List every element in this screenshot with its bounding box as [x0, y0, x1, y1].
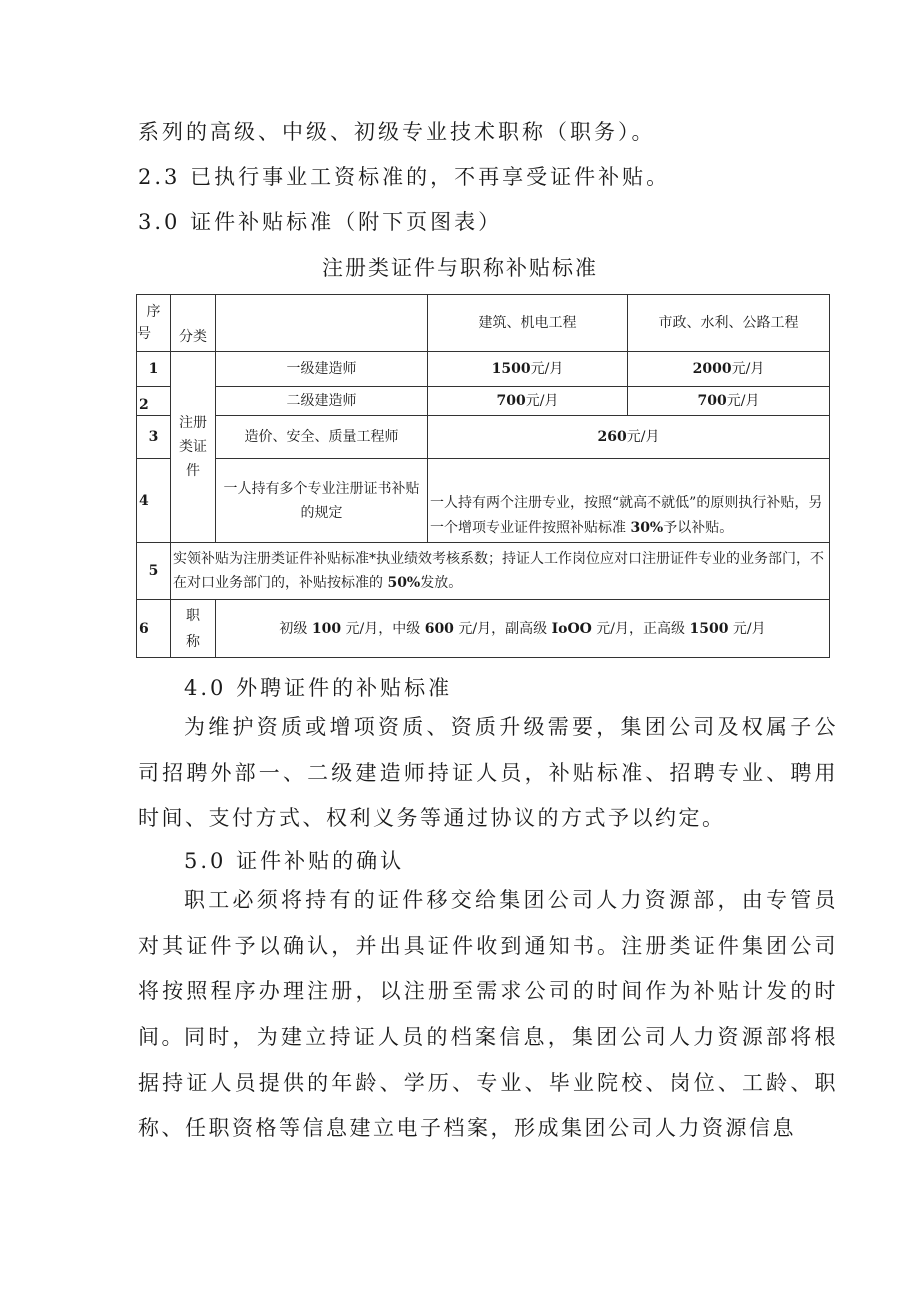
rule-percent: 30% — [630, 520, 664, 536]
row-value-col1 — [428, 352, 628, 387]
table-row — [137, 416, 830, 459]
note-text: 实领补贴为注册类证件补贴标准*执业绩效考核系数；持证人工作岗位应对口注册证件专业的业务部门，不在对口业务部门的，补贴按标准的 — [173, 551, 824, 591]
header-seq — [137, 295, 171, 352]
row-value-col1 — [428, 387, 628, 416]
row-item: 二级建造师 — [216, 387, 428, 416]
category-text: 职称 — [186, 607, 200, 650]
header-category: 分类 — [171, 295, 216, 352]
table-row — [137, 543, 830, 600]
title-text: 元/月，正高级 — [591, 620, 690, 637]
header-blank — [216, 295, 428, 352]
note-text-end: 发放。 — [420, 575, 463, 591]
row-number: 5 — [137, 543, 171, 600]
title-text: 初级 — [279, 620, 312, 637]
subsidy-table — [136, 294, 830, 658]
value-number: 260 — [597, 429, 627, 445]
intro-line-1: 系列的高级、中级、初级专业技术职称（职务）。 — [138, 120, 656, 144]
table-row — [137, 459, 830, 543]
rule-text: 一人持有两个注册专业，按照“就高不就低”的原则执行补贴，另一个增项专业证件按照补贴标准 — [430, 495, 823, 536]
row-value-col2 — [628, 387, 830, 416]
header-col2: 市政、水利、公路工程 — [628, 295, 830, 352]
value-unit: 元/月 — [626, 429, 660, 445]
title-number: 600 — [424, 620, 454, 637]
rule-spacer — [430, 469, 827, 491]
row-number: 2 — [137, 387, 171, 416]
value-unit: 元/月 — [530, 361, 564, 377]
intro-line-2: 2.3 已执行事业工资标准的，不再享受证件补贴。 — [138, 165, 671, 189]
intro-line-3: 3.0 证件补贴标准（附下页图表） — [138, 210, 503, 234]
title-text: 元/月 — [728, 620, 766, 637]
note-percent: 50% — [387, 575, 421, 591]
row-number: 6 — [137, 600, 171, 658]
title-number: 1500 — [689, 620, 729, 637]
row-number: 3 — [137, 416, 171, 459]
title-number: 100 — [311, 620, 342, 637]
row-item: 一人持有多个专业注册证书补贴的规定 — [216, 459, 428, 543]
title-text: 元/月，副高级 — [453, 620, 552, 637]
group-label-text: 注册类证件 — [179, 415, 207, 479]
header-seq-b: 号 — [137, 326, 151, 342]
header-seq-a: 序 — [146, 304, 161, 320]
section5-para1: 职工必须将持有的证件移交给集团公司人力资源部，由专管员对其证件予以确认，并出具证件收到通知书。注册类证件集团公司将按照程序办理注册，以注册至需求公司的时间作为补贴计发的时间。 — [138, 888, 838, 1049]
row-note — [171, 543, 830, 600]
title-text: 元/月，中级 — [341, 620, 425, 637]
value-unit: 元/月 — [726, 393, 760, 409]
value-number: 2000 — [692, 361, 732, 377]
section4-heading: 4.0 外聘证件的补贴标准 — [184, 676, 453, 700]
row-value-merged — [428, 416, 830, 459]
row-title-subsidy — [216, 600, 830, 658]
table-caption: 注册类证件与职称补贴标准 — [322, 256, 598, 280]
table-row — [137, 387, 830, 416]
row-number: 1 — [137, 352, 171, 387]
rule-text-end: 予以补贴。 — [663, 520, 734, 536]
value-number: 700 — [697, 393, 727, 409]
row-number: 4 — [137, 459, 171, 543]
row-item: 造价、安全、质量工程师 — [216, 416, 428, 459]
value-number: 700 — [496, 393, 526, 409]
row-rule — [428, 459, 830, 543]
row-item: 一级建造师 — [216, 352, 428, 387]
table-header-row — [137, 295, 830, 352]
section4-body: 为维护资质或增项资质、资质升级需要，集团公司及权属子公司招聘外部一、二级建造师持证人员，补贴标准、招聘专业、聘用时间、支付方式、权利义务等通过协议的方式予以约定。 — [138, 715, 838, 830]
table-row — [137, 600, 830, 658]
group-label — [171, 352, 216, 543]
row-category — [171, 600, 216, 658]
header-col1: 建筑、机电工程 — [428, 295, 628, 352]
value-number: 1500 — [491, 361, 531, 377]
table-row — [137, 352, 830, 387]
section5-para2: 同时，为建立持证人员的档案信息，集团公司人力资源部将根据持证人员提供的年龄、学历、专业、毕业院校、岗位、工龄、职称、任职资格等信息建立电子档案，形成集团公司人力资源信息 — [138, 1025, 838, 1140]
value-unit: 元/月 — [525, 393, 559, 409]
value-unit: 元/月 — [731, 361, 765, 377]
section5-heading: 5.0 证件补贴的确认 — [184, 849, 405, 873]
row-value-col2 — [628, 352, 830, 387]
title-number: IoOO — [551, 620, 592, 637]
